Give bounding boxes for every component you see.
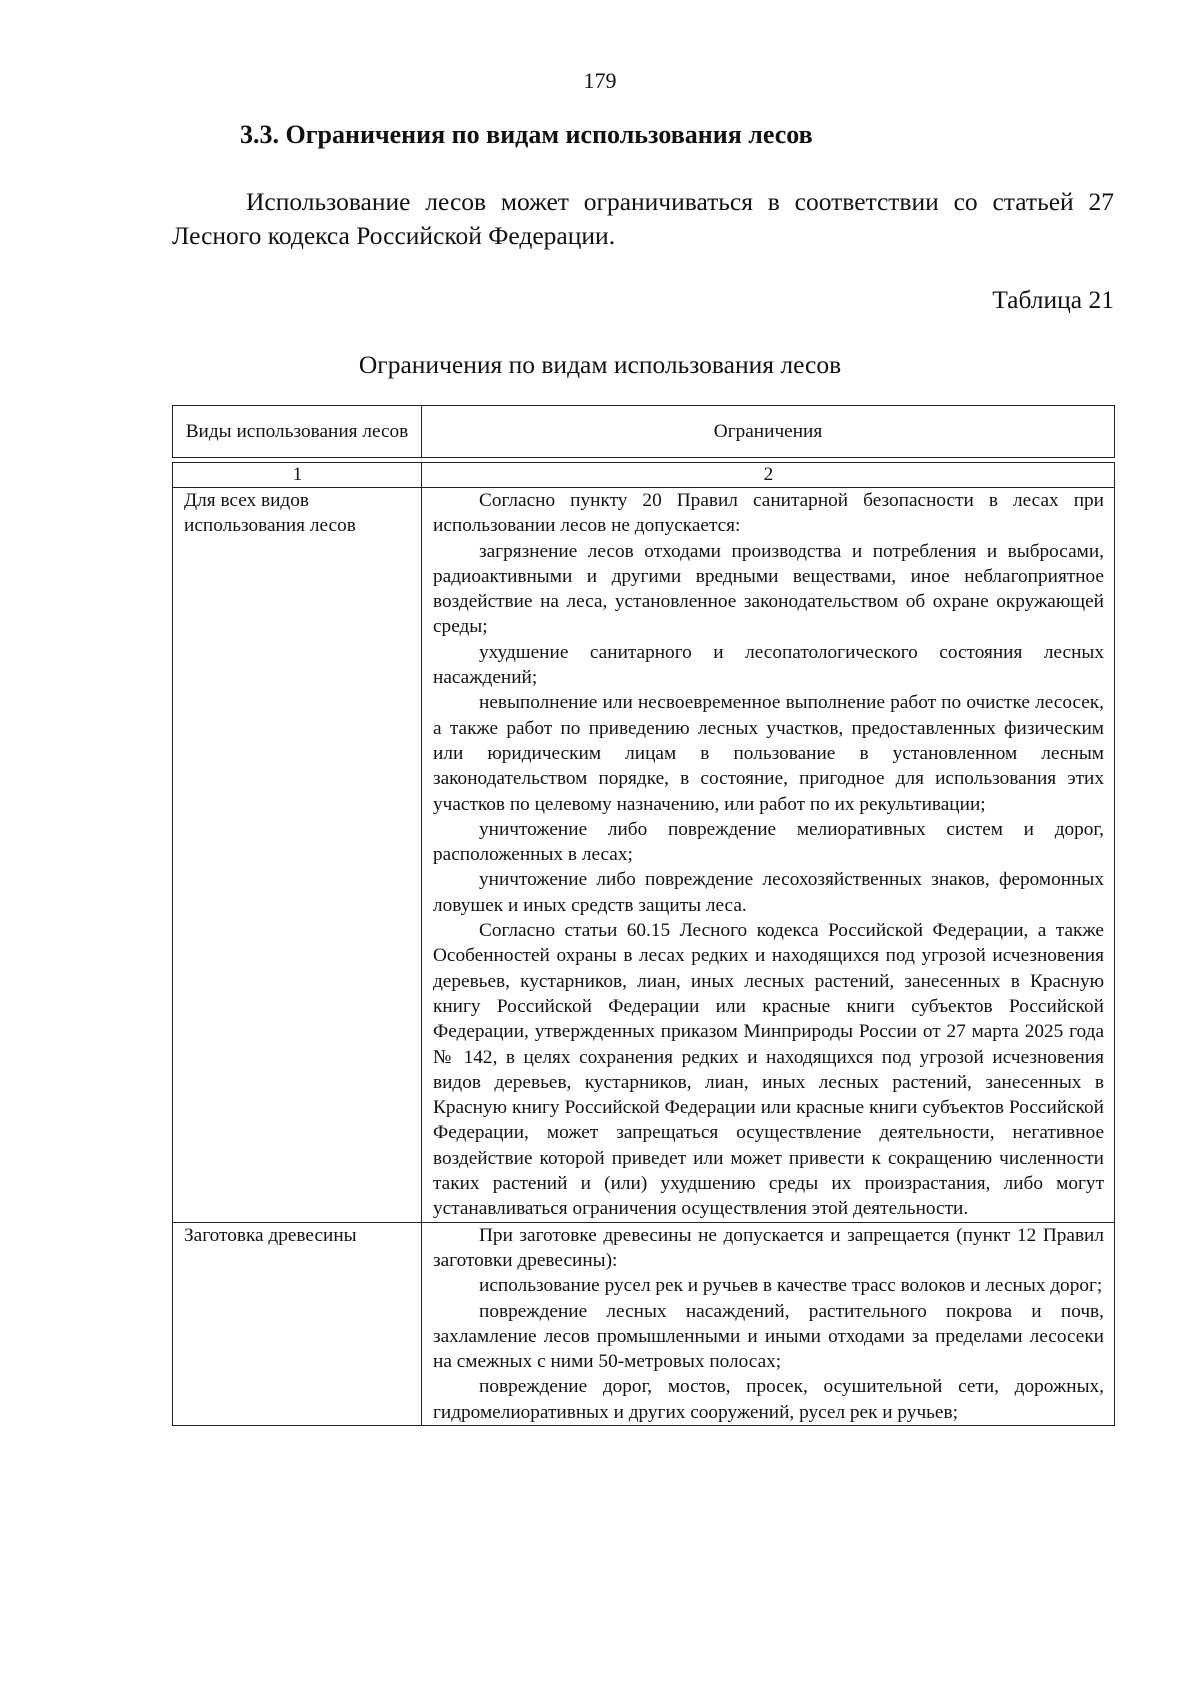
section-heading: 3.3. Ограничения по видам использования лесов (240, 120, 813, 149)
table-header-row (173, 406, 1115, 458)
table-number: Таблица 21 (992, 285, 1114, 314)
restriction-paragraph: При заготовке древесины не допускается и запрещается (пункт 12 Правил заготовки древесины): (433, 1224, 1104, 1271)
restriction-paragraph: использование русел рек и ручьев в качестве трасс волоков и лесных дорог; (479, 1275, 1103, 1297)
restrictions-cell (422, 488, 1115, 1223)
header-cell-usage-types: Виды использования лесов (173, 406, 422, 458)
usage-type-cell: Для всех видов использования лесов (173, 488, 422, 1223)
restriction-paragraph: невыполнение или несвоевременное выполнение работ по очистке лесосек, а также работ по приведению лесных участков, предоставленных физическим или юридическим лицам в пользование в установленном лесным законодательством порядке, в состояние, пригодное для использования этих участков по целевому назначению, или работ по их рекультивации; (433, 692, 1104, 815)
header-cell-restrictions: Ограничения (422, 406, 1115, 458)
column-number-1: 1 (173, 463, 422, 488)
restriction-paragraph: повреждение дорог, мостов, просек, осушительной сети, дорожных, гидромелиоративных и других сооружений, русел рек и ручьев; (433, 1376, 1104, 1423)
restriction-paragraph: повреждение лесных насаждений, растительного покрова и почв, захламление лесов промышленными и иными отходами за пределами лесосеки на смежных с ними 50-метровых полосах; (433, 1300, 1104, 1373)
column-number-row (173, 463, 1115, 488)
intro-paragraph: Использование лесов может ограничиваться в соответствии со статьей 27 Лесного кодекса Российской Федерации. (172, 187, 1114, 250)
table-row (173, 488, 1115, 1223)
table-header (172, 405, 1115, 458)
restriction-paragraph: уничтожение либо повреждение лесохозяйственных знаков, феромонных ловушек и иных средств защиты леса. (433, 869, 1104, 916)
column-number-2: 2 (422, 463, 1115, 488)
restrictions-cell (422, 1222, 1115, 1425)
table-caption: Ограничения по видам использования лесов (358, 350, 842, 379)
table-row (173, 1222, 1115, 1425)
restriction-paragraph: Согласно статьи 60.15 Лесного кодекса Российской Федерации, а также Особенностей охраны в лесах редких и находящихся под угрозой исчезновения деревьев, кустарников, лиан, иных лесных растений, занесенных в Красную книгу Российской Федерации или красные книги субъектов Российской Федерации, утвержденных приказом Минприроды России от 27 марта 2025 года № 142, в целях сохранения редких и находящихся под угрозой исчезновения видов деревьев, кустарников, лиан, иных лесных растений, занесенных в Красную книгу Российской Федерации или красные книги субъектов Российской Федерации, может запрещаться осуществление деятельности, негативное воздействие которой приведет или может привести к сокращению численности таких растений и (или) ухудшению среды их произрастания, либо могут устанавливаться ограничения осуществления этой деятельности. (433, 920, 1104, 1220)
restriction-paragraph: Согласно пункту 20 Правил санитарной безопасности в лесах при использовании лесов не допускается: (433, 490, 1104, 537)
restrictions-table (172, 462, 1115, 1426)
page-number: 179 (583, 68, 617, 93)
restriction-paragraph: ухудшение санитарного и лесопатологического состояния лесных насаждений; (433, 641, 1104, 689)
restriction-paragraph: уничтожение либо повреждение мелиоративных систем и дорог, расположенных в лесах; (433, 818, 1104, 866)
restriction-paragraph: загрязнение лесов отходами производства и потребления и выбросами, радиоактивными и другими вредными веществами, иное неблагоприятное воздействие на леса, установленное законодательством об охране окружающей среды; (433, 540, 1104, 638)
usage-type-cell: Заготовка древесины (173, 1222, 422, 1425)
